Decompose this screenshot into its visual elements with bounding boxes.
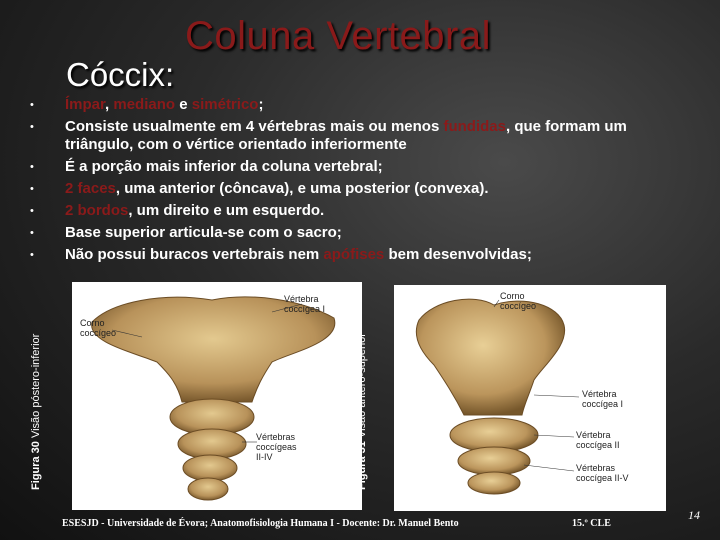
- footer-text: ESESJD - Universidade de Évora; Anatomofisiologia Humana I - Docente: Dr. Manuel Bento: [62, 518, 459, 529]
- highlighted-term: 2 bordos: [65, 202, 129, 219]
- bullet-marker: •: [30, 99, 34, 111]
- footer: [62, 518, 611, 529]
- coccyx-posterior-illustration: [72, 282, 362, 510]
- bullet-text: ,: [105, 96, 114, 113]
- highlighted-term: Ímpar: [65, 96, 106, 113]
- highlighted-term: mediano: [113, 96, 176, 113]
- bullet-text: , que formam um triângulo, com o vértice orientado inferiormente: [65, 118, 627, 153]
- bullet-item: [30, 96, 680, 114]
- figure-31-image: [394, 285, 666, 511]
- annotation-vertebra-coccigea-i-2: Vértebra coccígea I: [582, 389, 624, 409]
- figure-30-image: [72, 282, 362, 510]
- bullet-marker: •: [30, 161, 34, 173]
- bullet-item: [30, 246, 680, 264]
- bullet-list: [30, 96, 680, 268]
- bullet-marker: •: [30, 227, 34, 239]
- bullet-text: É a porção mais inferior da coluna vertebral;: [65, 158, 383, 175]
- bullet-text: e: [175, 96, 192, 113]
- slide-subtitle: Cóccix:: [66, 56, 175, 93]
- highlighted-term: fundidas: [443, 118, 506, 135]
- highlighted-term: simétrico: [191, 96, 259, 113]
- bullet-marker: •: [30, 121, 34, 133]
- annotation-vertebra-coccigea-i: Vértebra coccígea I: [284, 294, 326, 314]
- annotation-vertebras-coccigea-ii-v: Vértebras coccígea II-V: [576, 463, 629, 483]
- slide-title: Coluna Vertebral: [185, 14, 491, 58]
- bullet-marker: •: [30, 249, 34, 261]
- bullet-text: , uma anterior (côncava), e uma posterior (convexa).: [115, 180, 489, 197]
- footer-date: 15.º CLE: [572, 518, 611, 529]
- annotation-corno-coccigeo-2: Corno coccígeo: [500, 291, 537, 311]
- bullet-item: [30, 224, 680, 242]
- figure-31-caption: Figura 31 Visão ântero-superior: [356, 333, 368, 490]
- bullet-marker: •: [30, 205, 34, 217]
- bullet-text: ;: [258, 96, 264, 113]
- bullet-text: Base superior articula-se com o sacro;: [65, 224, 342, 241]
- bullet-item: [30, 180, 680, 198]
- highlighted-term: 2 faces: [65, 180, 116, 197]
- page-number: 14: [688, 508, 700, 522]
- annotation-corno-coccigeo: Corno coccígeo: [80, 318, 117, 338]
- bullet-item: [30, 158, 680, 176]
- annotation-vertebras-coccigeas: Vértebras coccígeas II-IV: [256, 432, 297, 462]
- bullet-text: bem desenvolvidas;: [384, 246, 532, 263]
- bullet-item: [30, 202, 680, 220]
- annotation-vertebra-coccigea-ii: Vértebra coccígea II: [576, 430, 620, 450]
- bullet-text: , um direito e um esquerdo.: [128, 202, 325, 219]
- highlighted-term: apófises: [323, 246, 385, 263]
- figure-30-caption: Figura 30 Visão póstero-inferior: [30, 333, 42, 490]
- bullet-text: Não possui buracos vertebrais nem: [65, 246, 324, 263]
- bullet-marker: •: [30, 183, 34, 195]
- bullet-item: [30, 118, 680, 154]
- bullet-text: Consiste usualmente em 4 vértebras mais ou menos: [65, 118, 444, 135]
